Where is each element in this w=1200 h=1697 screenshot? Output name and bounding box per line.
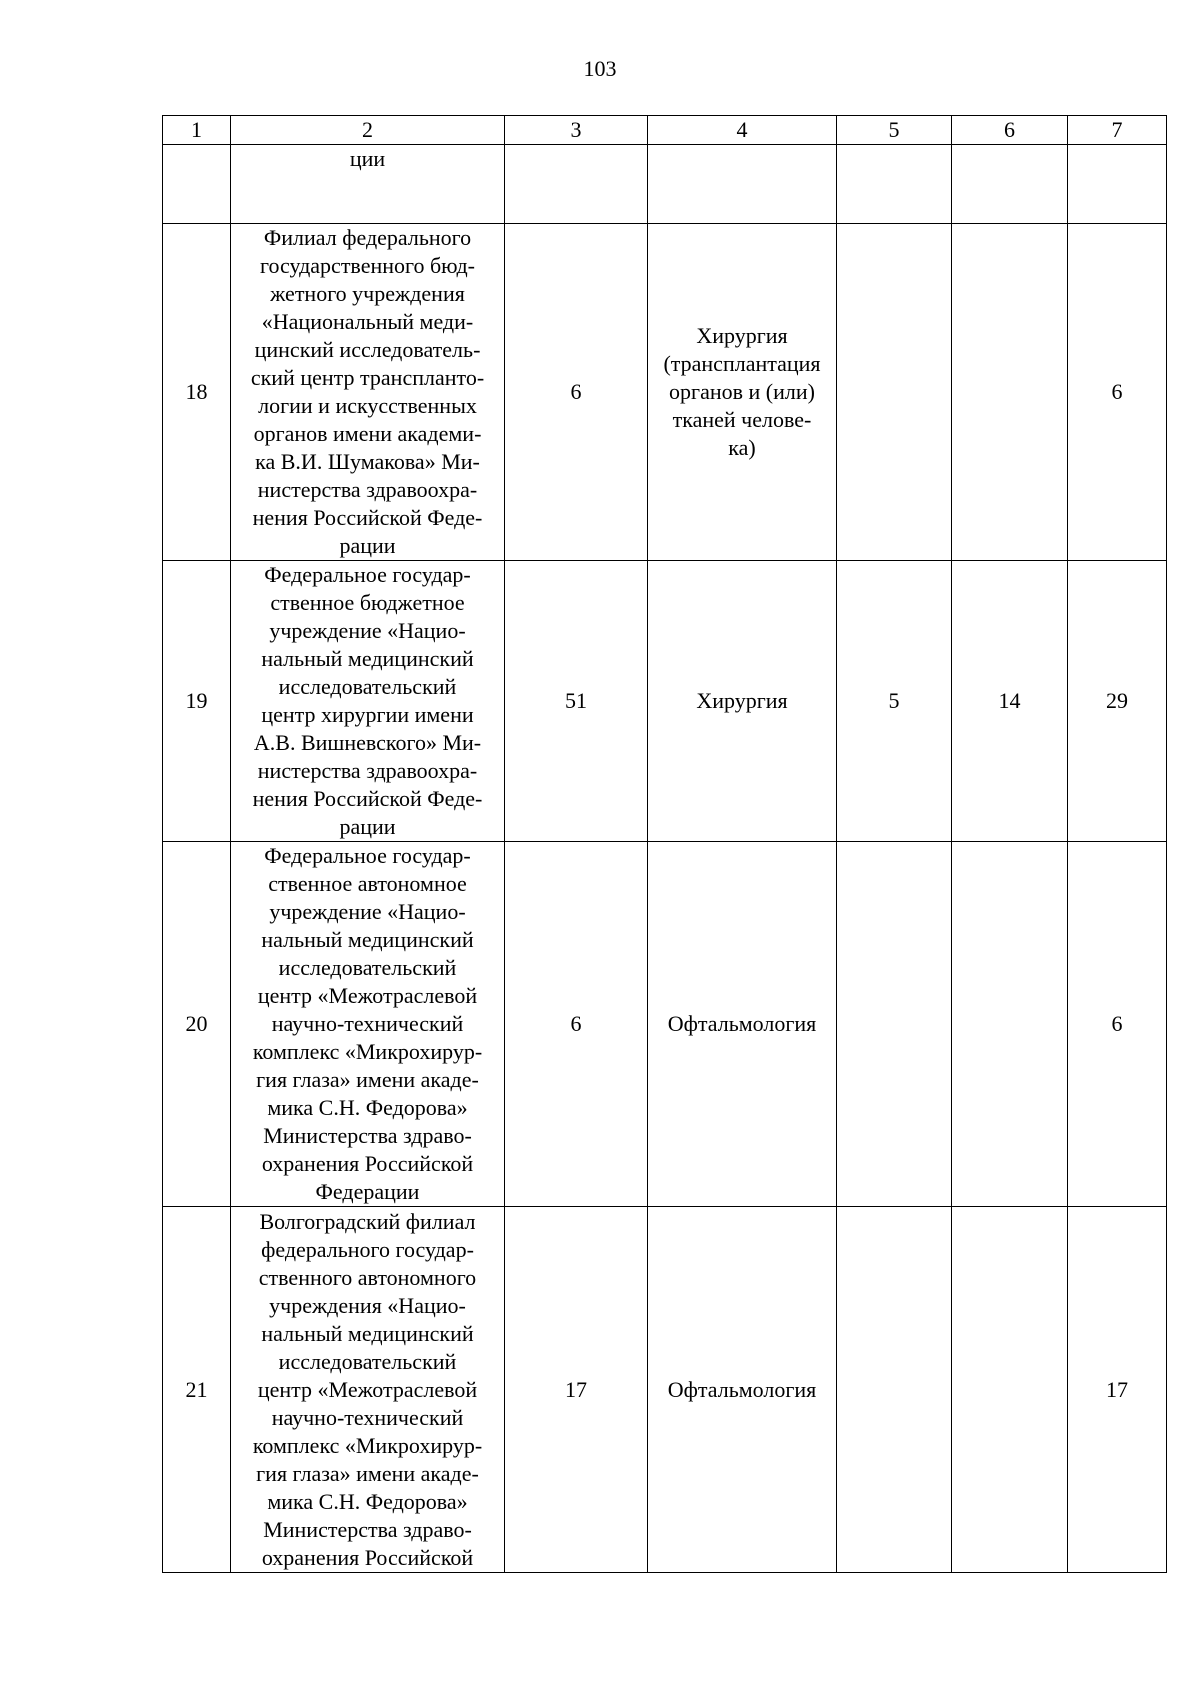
column-6-value: [952, 145, 1068, 224]
row-number: 19: [163, 561, 231, 842]
row-number: 21: [163, 1207, 231, 1573]
column-5-value: [837, 842, 952, 1207]
column-7-value: 6: [1068, 224, 1167, 561]
column-header: 6: [952, 116, 1068, 145]
specialty: Офтальмология: [648, 842, 837, 1207]
column-header: 5: [837, 116, 952, 145]
specialty: Хирургия (трансплантация органов и (или) тканей челове- ка): [648, 224, 837, 561]
organization-name: Волгоградский филиал федерального государ- ственного автономного учреждения «Нацио- нальный медицинский исследовательский центр «Межотраслевой научно-технический комплекс «Микрохирур- гия глаза» имени акаде- мика С.Н. Федорова» Министерства здраво- охранения Российской: [231, 1207, 505, 1573]
column-6-value: 14: [952, 561, 1068, 842]
column-7-value: 6: [1068, 842, 1167, 1207]
column-7-value: 29: [1068, 561, 1167, 842]
total-count: 6: [505, 842, 648, 1207]
specialty: [648, 145, 837, 224]
total-count: 17: [505, 1207, 648, 1573]
table-row: [163, 561, 1167, 842]
organization-name: Филиал федерального государственного бюд- жетного учреждения «Национальный меди- цинский исследователь- ский центр транспланто- логии и искусственных органов имени академи- ка В.И. Шумакова» Ми- нистерства здравоохра- нения Российской Феде- рации: [231, 224, 505, 561]
row-number: 18: [163, 224, 231, 561]
table-row: [163, 224, 1167, 561]
column-header: 7: [1068, 116, 1167, 145]
column-5-value: [837, 1207, 952, 1573]
table-header-row: [163, 116, 1167, 145]
table-row: [163, 1207, 1167, 1573]
organization-name: Федеральное государ- ственное бюджетное учреждение «Нацио- нальный медицинский исследовательский центр хирургии имени А.В. Вишневского» Ми- нистерства здравоохра- нения Российской Феде- рации: [231, 561, 505, 842]
column-header: 3: [505, 116, 648, 145]
column-5-value: [837, 145, 952, 224]
column-6-value: [952, 1207, 1068, 1573]
page-number: 103: [583, 56, 617, 81]
allocation-table: [162, 115, 1167, 1573]
column-header: 2: [231, 116, 505, 145]
table-row: [163, 145, 1167, 224]
total-count: [505, 145, 648, 224]
column-header: 4: [648, 116, 837, 145]
column-6-value: [952, 842, 1068, 1207]
total-count: 51: [505, 561, 648, 842]
row-number: [163, 145, 231, 224]
column-5-value: 5: [837, 561, 952, 842]
table-row: [163, 842, 1167, 1207]
specialty: Хирургия: [648, 561, 837, 842]
column-7-value: 17: [1068, 1207, 1167, 1573]
row-number: 20: [163, 842, 231, 1207]
specialty: Офтальмология: [648, 1207, 837, 1573]
organization-name: ции: [231, 145, 505, 224]
total-count: 6: [505, 224, 648, 561]
column-6-value: [952, 224, 1068, 561]
column-7-value: [1068, 145, 1167, 224]
column-5-value: [837, 224, 952, 561]
column-header: 1: [163, 116, 231, 145]
organization-name: Федеральное государ- ственное автономное учреждение «Нацио- нальный медицинский исследовательский центр «Межотраслевой научно-технический комплекс «Микрохирур- гия глаза» имени акаде- мика С.Н. Федорова» Министерства здраво- охранения Российской Федерации: [231, 842, 505, 1207]
